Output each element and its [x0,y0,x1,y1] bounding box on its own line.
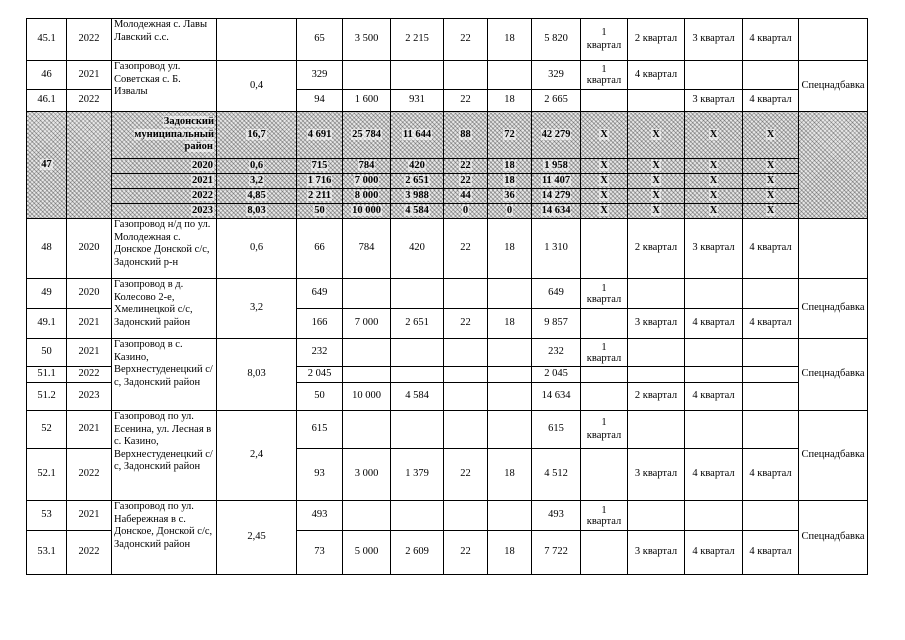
quarter-cell: 4 квартал [743,90,799,112]
quarter-cell [743,501,799,531]
quarter-cell: 1 квартал [581,339,628,367]
quarter-cell [743,411,799,449]
value-cell [488,61,532,90]
value-cell [444,367,488,383]
value-cell [343,411,391,449]
value-cell: 22 [444,159,488,174]
gas-pipeline-table [26,18,868,575]
value-cell [391,367,444,383]
quarter-cell: X [581,159,628,174]
length-cell: 2,45 [217,501,297,575]
total-cell: 14 279 [532,189,581,204]
quarter-cell: X [685,112,743,159]
quarter-cell [685,61,743,90]
quarter-cell: 4 квартал [685,449,743,501]
table-row [27,501,868,531]
length-cell: 8,03 [217,339,297,411]
year-cell [67,112,112,219]
total-cell: 1 310 [532,219,581,279]
object-name-cell: Молодежная с. Лавы Лавский с.с. [112,19,217,61]
quarter-cell: 4 квартал [743,531,799,575]
value-cell [444,61,488,90]
length-cell: 2,4 [217,411,297,501]
year-cell: 2021 [112,174,217,189]
value-cell [391,339,444,367]
length-cell: 16,7 [217,112,297,159]
value-cell: 329 [297,61,343,90]
row-number: 46 [27,61,67,90]
length-cell: 8,03 [217,204,297,219]
total-cell: 232 [532,339,581,367]
quarter-cell [628,90,685,112]
row-number: 48 [27,219,67,279]
total-cell: 14 634 [532,383,581,411]
value-cell [444,501,488,531]
value-cell [444,411,488,449]
quarter-cell: 3 квартал [685,219,743,279]
total-cell: 2 045 [532,367,581,383]
value-cell [391,501,444,531]
year-cell: 2023 [112,204,217,219]
total-cell: 7 722 [532,531,581,575]
quarter-cell: X [743,204,799,219]
value-cell: 4 584 [391,204,444,219]
value-cell: 8 000 [343,189,391,204]
year-cell: 2021 [67,339,112,367]
quarter-cell [628,339,685,367]
object-name-cell: Газопровод по ул. Набережная в с. Донское, Донской с/с, Задонский район [112,501,217,575]
funding-source-cell [799,219,868,279]
value-cell: 44 [444,189,488,204]
table-row [27,279,868,309]
quarter-cell: 2 квартал [628,383,685,411]
value-cell [343,339,391,367]
row-number: 49.1 [27,309,67,339]
quarter-cell: 1 квартал [581,411,628,449]
row-number: 51.2 [27,383,67,411]
quarter-cell: X [685,204,743,219]
row-number: 46.1 [27,90,67,112]
value-cell: 10 000 [343,383,391,411]
quarter-cell: 4 квартал [628,61,685,90]
quarter-cell: 3 квартал [628,449,685,501]
length-cell [217,19,297,61]
value-cell [488,411,532,449]
total-cell: 1 958 [532,159,581,174]
quarter-cell: X [743,174,799,189]
table-row [27,61,868,90]
quarter-cell [581,531,628,575]
object-name-cell: Газопровод в с. Казино, Верхнестуденецкий с/с, Задонский район [112,339,217,411]
value-cell: 2 651 [391,309,444,339]
value-cell: 18 [488,531,532,575]
value-cell: 2 215 [391,19,444,61]
year-cell: 2022 [67,531,112,575]
value-cell [444,279,488,309]
total-cell: 649 [532,279,581,309]
value-cell [444,383,488,411]
value-cell: 65 [297,19,343,61]
year-cell: 2023 [67,383,112,411]
object-name-cell: Газопровод н/д по ул. Молодежная с. Донское Донской с/с, Задонский р-н [112,219,217,279]
value-cell: 18 [488,159,532,174]
quarter-cell [743,383,799,411]
funding-source-cell: Спецнадбавка [799,501,868,575]
quarter-cell [685,367,743,383]
object-name-cell: Газопровод по ул. Есенина, ул. Лесная в с. Казино, Верхнестуденецкий с/с, Задонский район [112,411,217,501]
quarter-cell [685,501,743,531]
quarter-cell [628,501,685,531]
row-number: 49 [27,279,67,309]
quarter-cell [743,279,799,309]
value-cell: 94 [297,90,343,112]
quarter-cell: 4 квартал [743,219,799,279]
value-cell: 88 [444,112,488,159]
value-cell: 36 [488,189,532,204]
quarter-cell: X [581,174,628,189]
value-cell: 166 [297,309,343,339]
total-cell: 329 [532,61,581,90]
value-cell: 784 [343,219,391,279]
value-cell [488,279,532,309]
value-cell [391,279,444,309]
value-cell: 649 [297,279,343,309]
value-cell [343,501,391,531]
total-cell: 42 279 [532,112,581,159]
table-row-district-year [27,174,868,189]
quarter-cell: X [628,204,685,219]
quarter-cell: X [685,174,743,189]
quarter-cell [581,219,628,279]
value-cell: 420 [391,219,444,279]
row-number: 50 [27,339,67,367]
quarter-cell: X [628,189,685,204]
quarter-cell: 2 квартал [628,219,685,279]
value-cell: 0 [488,204,532,219]
total-cell: 2 665 [532,90,581,112]
value-cell: 3 988 [391,189,444,204]
quarter-cell [743,61,799,90]
value-cell: 18 [488,449,532,501]
value-cell: 2 609 [391,531,444,575]
value-cell: 0 [444,204,488,219]
table-row [27,411,868,449]
table-row-district-summary [27,112,868,159]
quarter-cell: X [581,112,628,159]
length-cell: 3,2 [217,279,297,339]
quarter-cell [743,367,799,383]
table-row [27,339,868,367]
object-name-cell: Газопровод ул. Советская с. Б. Извалы [112,61,217,112]
total-cell: 9 857 [532,309,581,339]
value-cell [343,279,391,309]
value-cell [343,61,391,90]
value-cell: 22 [444,90,488,112]
quarter-cell [628,411,685,449]
quarter-cell: X [628,174,685,189]
value-cell: 22 [444,219,488,279]
value-cell [343,367,391,383]
value-cell: 4 584 [391,383,444,411]
value-cell [444,339,488,367]
value-cell: 22 [444,531,488,575]
value-cell: 50 [297,383,343,411]
year-cell: 2022 [67,19,112,61]
quarter-cell: 3 квартал [628,531,685,575]
year-cell: 2020 [67,219,112,279]
year-cell: 2022 [67,367,112,383]
value-cell: 66 [297,219,343,279]
quarter-cell [628,367,685,383]
object-name-cell: Газопровод в д. Колесово 2-е, Хмелинецкой с/с, Задонский район [112,279,217,339]
value-cell: 50 [297,204,343,219]
row-number: 45.1 [27,19,67,61]
quarter-cell: X [685,159,743,174]
quarter-cell: X [743,159,799,174]
quarter-cell: X [685,189,743,204]
value-cell [488,501,532,531]
value-cell: 18 [488,19,532,61]
value-cell: 1 379 [391,449,444,501]
year-cell: 2021 [67,501,112,531]
length-cell: 0,6 [217,159,297,174]
value-cell [488,367,532,383]
value-cell: 784 [343,159,391,174]
length-cell: 4,85 [217,189,297,204]
quarter-cell: X [743,189,799,204]
value-cell: 7 000 [343,174,391,189]
value-cell [488,383,532,411]
value-cell: 493 [297,501,343,531]
value-cell: 18 [488,90,532,112]
funding-source-cell: Спецнадбавка [799,61,868,112]
year-cell: 2022 [112,189,217,204]
quarter-cell: 4 квартал [743,19,799,61]
quarter-cell: X [628,112,685,159]
row-number: 53 [27,501,67,531]
value-cell: 22 [444,309,488,339]
quarter-cell: X [581,204,628,219]
table-row-district-year [27,159,868,174]
year-cell: 2021 [67,411,112,449]
quarter-cell: X [581,189,628,204]
table-row-district-year [27,204,868,219]
quarter-cell: 1 квартал [581,61,628,90]
year-cell: 2021 [67,61,112,90]
value-cell: 22 [444,19,488,61]
value-cell: 232 [297,339,343,367]
value-cell [391,411,444,449]
value-cell: 3 000 [343,449,391,501]
value-cell: 25 784 [343,112,391,159]
length-cell: 3,2 [217,174,297,189]
value-cell: 931 [391,90,444,112]
quarter-cell: 1 квартал [581,279,628,309]
value-cell: 2 211 [297,189,343,204]
quarter-cell: 1 квартал [581,501,628,531]
funding-source-cell [799,112,868,219]
total-cell: 4 512 [532,449,581,501]
length-cell: 0,6 [217,219,297,279]
length-cell: 0,4 [217,61,297,112]
value-cell: 3 500 [343,19,391,61]
value-cell: 72 [488,112,532,159]
funding-source-cell [799,19,868,61]
year-cell: 2020 [112,159,217,174]
value-cell: 11 644 [391,112,444,159]
value-cell: 1 600 [343,90,391,112]
quarter-cell: 3 квартал [685,90,743,112]
value-cell: 93 [297,449,343,501]
quarter-cell: 4 квартал [685,531,743,575]
quarter-cell: X [628,159,685,174]
funding-source-cell: Спецнадбавка [799,339,868,411]
quarter-cell: 2 квартал [628,19,685,61]
quarter-cell: 4 квартал [743,449,799,501]
total-cell: 11 407 [532,174,581,189]
row-number: 52.1 [27,449,67,501]
quarter-cell: 4 квартал [685,309,743,339]
table-row-district-year [27,189,868,204]
funding-source-cell: Спецнадбавка [799,411,868,501]
quarter-cell [581,449,628,501]
value-cell: 4 691 [297,112,343,159]
value-cell: 615 [297,411,343,449]
total-cell: 615 [532,411,581,449]
value-cell: 7 000 [343,309,391,339]
table-row [27,19,868,61]
total-cell: 5 820 [532,19,581,61]
value-cell: 18 [488,219,532,279]
quarter-cell: 1 квартал [581,19,628,61]
quarter-cell: 3 квартал [628,309,685,339]
table-row [27,219,868,279]
quarter-cell [581,309,628,339]
total-cell: 493 [532,501,581,531]
quarter-cell [743,339,799,367]
year-cell: 2020 [67,279,112,309]
year-cell: 2021 [67,309,112,339]
value-cell: 10 000 [343,204,391,219]
value-cell: 2 045 [297,367,343,383]
quarter-cell [685,279,743,309]
value-cell [488,339,532,367]
value-cell: 22 [444,174,488,189]
value-cell: 715 [297,159,343,174]
quarter-cell [581,383,628,411]
year-cell: 2022 [67,449,112,501]
funding-source-cell: Спецнадбавка [799,279,868,339]
value-cell: 18 [488,309,532,339]
value-cell: 22 [444,449,488,501]
value-cell: 18 [488,174,532,189]
row-number: 53.1 [27,531,67,575]
quarter-cell [581,367,628,383]
row-number: 51.1 [27,367,67,383]
quarter-cell: X [743,112,799,159]
row-number: 47 [27,112,67,219]
district-name-cell: Задонский муниципальный район [112,112,217,159]
total-cell: 14 634 [532,204,581,219]
value-cell: 73 [297,531,343,575]
quarter-cell: 3 квартал [685,19,743,61]
value-cell: 5 000 [343,531,391,575]
value-cell: 420 [391,159,444,174]
value-cell: 2 651 [391,174,444,189]
value-cell [391,61,444,90]
document-sheet [26,18,868,575]
quarter-cell [685,411,743,449]
quarter-cell: 4 квартал [685,383,743,411]
quarter-cell [628,279,685,309]
quarter-cell [581,90,628,112]
quarter-cell: 4 квартал [743,309,799,339]
row-number: 52 [27,411,67,449]
value-cell: 1 716 [297,174,343,189]
quarter-cell [685,339,743,367]
year-cell: 2022 [67,90,112,112]
